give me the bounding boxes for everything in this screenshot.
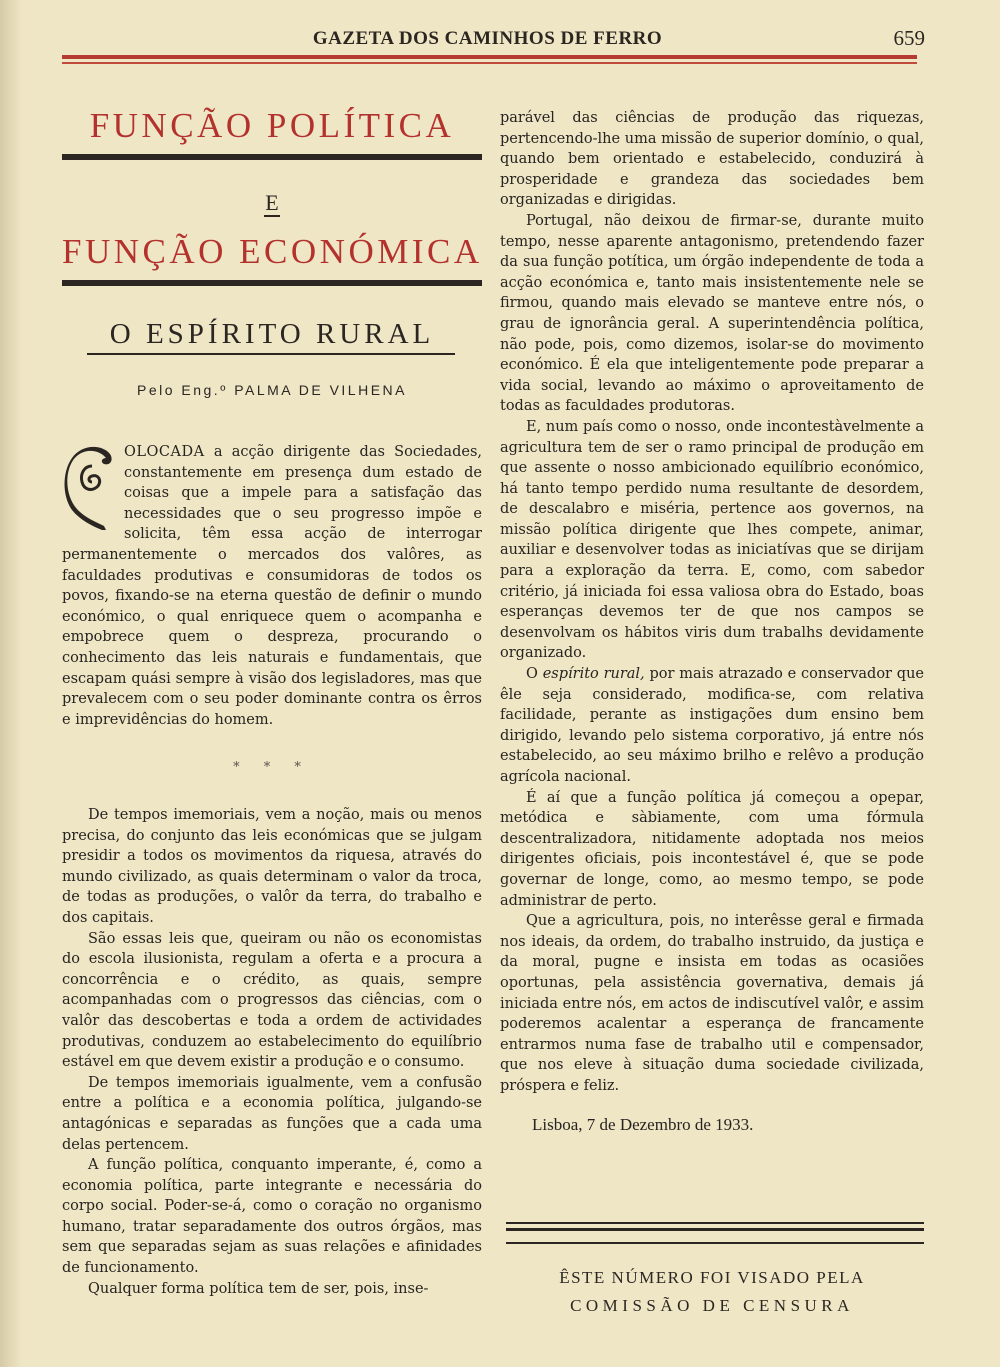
dateline: Lisboa, 7 de Dezembro de 1933. [532, 1114, 754, 1134]
paragraph: É aí que a função política já começou a opepar, metódica e sàbiamente, com uma fórmula descentralizadora, nitidamente adoptada nos meios dirigentes oficiais, pois incontestável é, que se pode governar de longe, como, ao mesmo tempo, se pode administrar de perto. [500, 789, 924, 909]
paragraph: Que a agricultura, pois, no interêsse geral e firmada nos ideais, da ordem, do trabalho instruido, da justiça e da moral, pugne e insista em todas as ocasiões oportunas, pela assistência governativa, demais já iniciada entre nós, em actos de indiscutível valôr, e assim poderemos acalentar a esperança de francamente entrarmos numa fase de trabalho util e compensador, que nos eleve à situação duma sociedade civilizada, próspera e feliz. [500, 913, 924, 1094]
end-rule-thin [506, 1222, 924, 1224]
paragraph-espirito-rural: O espírito rural, por mais atrazado e conservador que êle seja considerado, modifica-se, com relativa facilidade, perante as instigações dum ensino bem dirigido, levando pelo sistema corporativo, já entre nós estabelecido, ao seu máximo brilho e relêvo a produção agrícola nacional. [500, 666, 924, 785]
intro-paragraph [62, 442, 482, 730]
title-rule-bottom [62, 280, 482, 286]
paragraph: Portugal, não deixou de firmar-se, durante muito tempo, nesse aparente antagonismo, pretendendo fazer da sua função potítica, um órgão independente de toda a acção económica e, tanto mais insistentemente nele se firmou, quando mais elevado se manteve entre nós, o grau de ignorância geral. A superintendência política, não pode, pois, como dizemos, isolar-se do movimento económico. É ela que inteligentemente pode preparar a vida social, levando ao máximo o aproveitamento de todas as faculdades produtoras. [500, 212, 924, 415]
subtitle-underline [87, 353, 455, 355]
intro-lead-word: OLOCADA [124, 444, 205, 460]
header-red-rule-secondary [62, 62, 917, 64]
paragraph: De tempos imemoriais igualmente, vem a confusão entre a política e a economia política, julgando-se antagónicas e separadas as funções que a cada uma delas pertencem. [62, 1074, 482, 1153]
right-column [500, 108, 924, 1135]
italic-term: espírito rural, [542, 666, 645, 683]
article-title-line1: FUNÇÃO POLÍTICA [89, 106, 455, 145]
dropcap-c-ornament [62, 444, 118, 530]
continuation-paragraph: parável das ciências de produção das riquezas, pertencendo-lhe uma missão de superior domínio, o qual, quando bem orientado e estabelecido, conduzirá à prosperidade e grandeza das sociedades bem organizadas e dirigidas. [500, 110, 924, 209]
article-title-connector: E [265, 190, 279, 215]
intro-text: a acção dirigente das Sociedades, constantemente em presença dum estado de coisas que a impele para a satisfação das necessidades que o seu progresso impõe e solicita, têm essa acção de interrogar permanentemente o mercados dos valôres, as faculdades produtivas e consumidoras de todos os povos, fixando-se na eterna questão de definir o mundo económico, o qual enriquece quem o acompanha e empobrece quem o despreza, procurando o conhecimento das leis naturais e fundamentais, que escapam quási sempre à visão dos legisladores, mas que prevalecem com o seu poder dominante contra os êrros e imprevidências do homem. [62, 444, 482, 728]
article-title-line2: FUNÇÃO ECONÓMICA [62, 232, 483, 271]
article-subtitle: O ESPÍRITO RURAL [109, 318, 435, 350]
page-number: 659 [893, 26, 925, 50]
paragraph: De tempos imemoriais, vem a noção, mais ou menos precisa, do conjunto das leis económicas que se julgam presidir a todos os movimentos da riquesa, através do mundo civilizado, as quais determinam o valor da troca, de todas as produções, o valôr da terra, do trabalho e dos capitais. [62, 807, 482, 926]
paragraph: Qualquer forma política tem de ser, pois, inse- [88, 1280, 429, 1297]
article-byline: Pelo Eng.º PALMA DE VILHENA [136, 382, 407, 398]
left-body [62, 805, 482, 1299]
paragraph: São essas leis que, queiram ou não os economistas do escola ilusionista, regulam a oferta e a procura a concorrência e o crédito, as quais, sempre acompanhadas com o progressos das ciências, com o valôr das descobertas e toda a ordem de actividades produtivas, conduzem ao estabelecimento do equilíbrio estável em que devem existir a produção e o consumo. [62, 930, 482, 1071]
journal-title: GAZETA DOS CAMINHOS DE FERRO [312, 28, 663, 49]
censorship-line2: COMISSÃO DE CENSURA [570, 1296, 854, 1315]
section-separator: * * * [233, 760, 311, 775]
end-notice-block [500, 1218, 924, 1338]
paragraph: E, num país como o nosso, onde incontestàvelmente a agricultura tem de ser o ramo principal de produção em que assente o nosso ambicionado equilíbrio económico, há tanto tempo perdido numa resultante de desordem, de descalabro e miséria, pertence aos governos, na missão política dirigente que lhes compete, animar, auxiliar e desenvolver todas as iniciatívas que se dirijam para a exploração da terra. E, como, com sabedor critério, já iniciada foi essa valiosa obra do Estado, boas esperanças devemos ter de que nos campos se desenvolvam os hábitos viris dum trabalhs devidamente organizado. [500, 418, 924, 662]
end-rule-thick [506, 1228, 924, 1231]
censorship-line1: ÊSTE NÚMERO FOI VISADO PELA [559, 1268, 865, 1287]
end-rule-lower [506, 1242, 924, 1244]
paragraph: A função política, conquanto imperante, é, como a economia política, parte integrante e necessária do corpo social. Poder-se-á, como o coração no organismo humano, tratar separadamente dos outros órgãos, mas sem que separadas sejam as suas relações e afinidades de funcionamento. [62, 1157, 482, 1277]
title-rule-top [62, 154, 482, 160]
header-red-rule [62, 55, 917, 59]
